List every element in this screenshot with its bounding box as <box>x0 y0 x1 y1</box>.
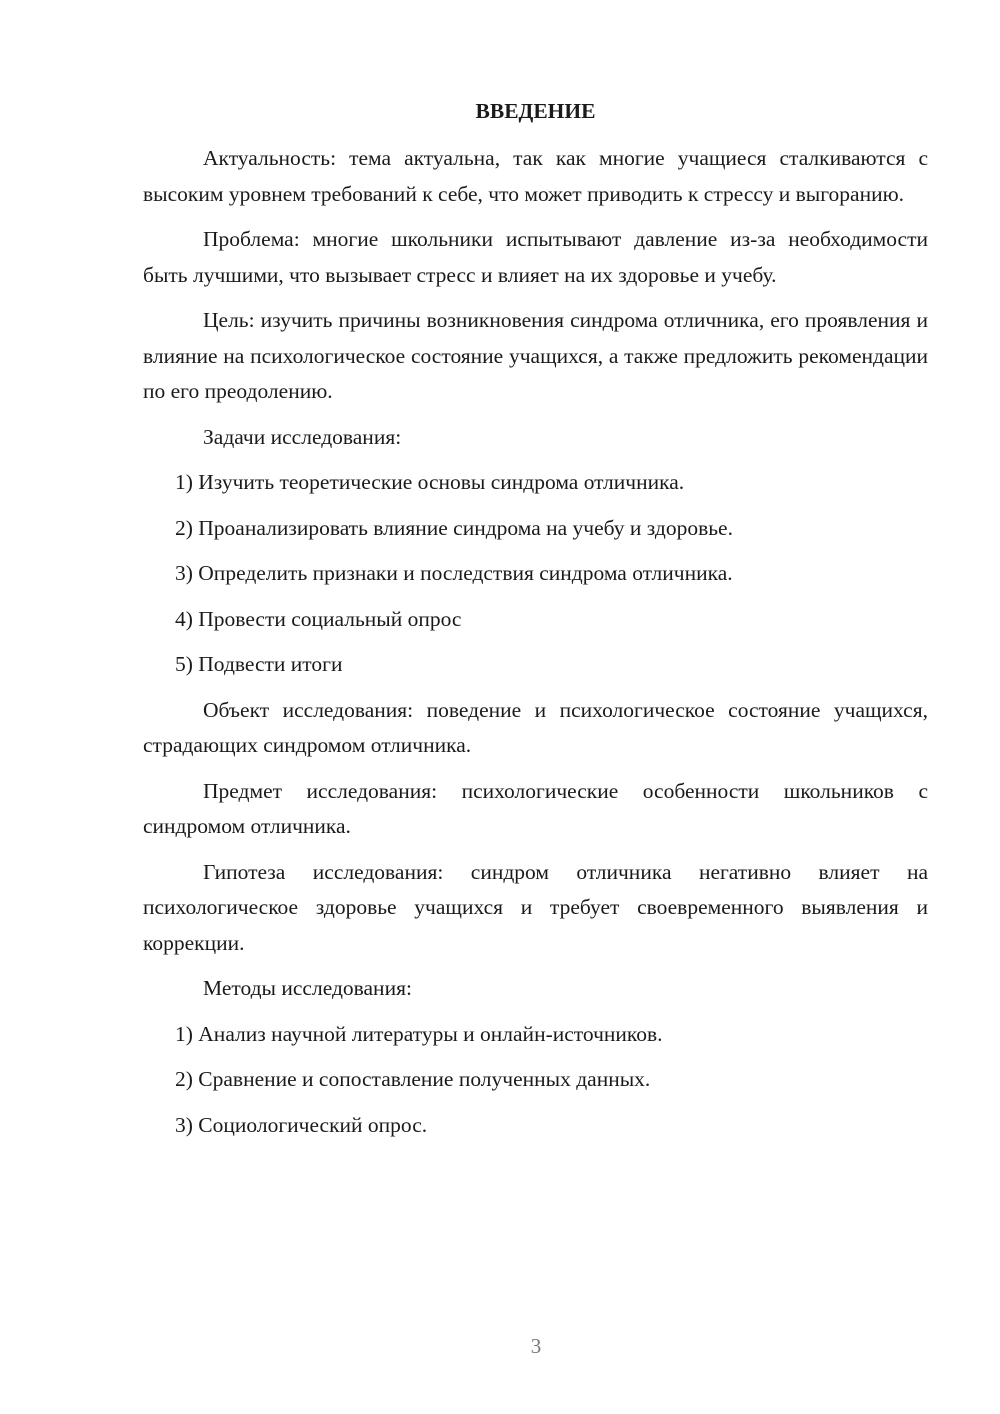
task-item: 5) Подвести итоги <box>175 652 343 676</box>
object-paragraph: Объект исследования: поведение и психологическое состояние учащихся, страдающих синдромом отличника. <box>143 697 928 757</box>
methods-heading: Методы исследования: <box>203 976 412 1000</box>
document-page <box>143 96 928 1153</box>
problem-paragraph: Проблема: многие школьники испытывают давление из-за необходимости быть лучшими, что вызывает стресс и влияет на их здоровье и учебу. <box>143 227 928 287</box>
task-item: 4) Провести социальный опрос <box>175 606 462 631</box>
method-item: 2) Сравнение и сопоставление полученных данных. <box>175 1067 651 1091</box>
hypothesis-paragraph: Гипотеза исследования: синдром отличника негативно влияет на психологическое здоровье учащихся и требует своевременного выявления и коррекции. <box>143 859 928 955</box>
task-item: 1) Изучить теоретические основы синдрома отличника. <box>175 470 685 494</box>
task-item: 3) Определить признаки и последствия синдрома отличника. <box>175 561 733 585</box>
relevance-paragraph: Актуальность: тема актуальна, так как многие учащиеся сталкиваются с высоким уровнем требований к себе, что может приводить к стрессу и выгоранию. <box>143 146 928 206</box>
tasks-heading: Задачи исследования: <box>203 424 402 449</box>
method-item: 3) Социологический опрос. <box>175 1112 428 1137</box>
task-item: 2) Проанализировать влияние синдрома на учебу и здоровье. <box>175 515 733 540</box>
page-number: 3 <box>530 1334 542 1358</box>
method-item: 1) Анализ научной литературы и онлайн-источников. <box>175 1021 663 1046</box>
subject-paragraph: Предмет исследования: психологические особенности школьников с синдромом отличника. <box>143 778 928 838</box>
goal-paragraph: Цель: изучить причины возникновения синдрома отличника, его проявления и влияние на психологическое состояние учащихся, а также предложить рекомендации по его преодолению. <box>143 308 928 403</box>
section-title: ВВЕДЕНИЕ <box>475 99 596 123</box>
